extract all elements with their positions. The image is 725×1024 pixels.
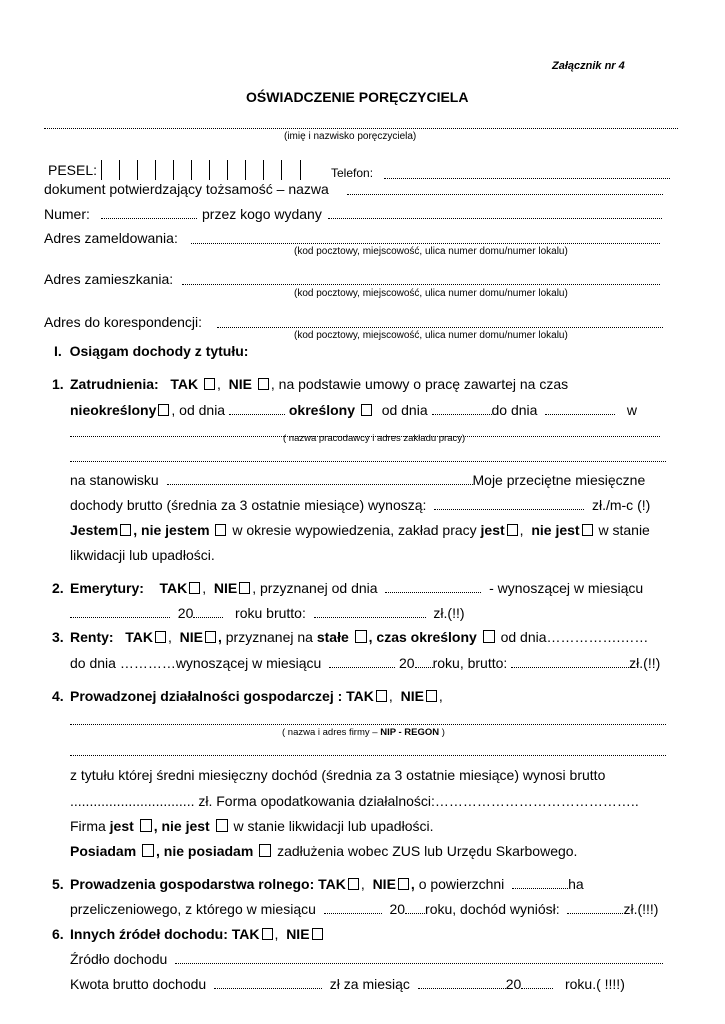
indefinite-checkbox[interactable] <box>158 404 169 416</box>
gross-income-field[interactable] <box>434 499 584 510</box>
business-row-1: 4. Prowadzonej działalności gospodarczej : TAK , NIE , <box>52 688 443 704</box>
pension-nie-checkbox[interactable] <box>239 582 250 594</box>
employment-nie-checkbox[interactable] <box>258 378 269 390</box>
nie-posiadam-checkbox[interactable] <box>259 844 271 857</box>
farm-income-field[interactable] <box>567 903 623 914</box>
permanent-checkbox[interactable] <box>355 630 367 643</box>
farm-nie-checkbox[interactable] <box>398 878 409 890</box>
pension-date-field[interactable] <box>385 582 481 593</box>
correspondence-address-field[interactable] <box>217 317 663 328</box>
number-label: Numer: <box>44 206 90 222</box>
employment-tak-checkbox[interactable] <box>204 378 215 390</box>
definite-checkbox[interactable] <box>361 404 372 416</box>
annuity-tak-checkbox[interactable] <box>155 631 166 643</box>
farm-year-field[interactable] <box>405 903 425 914</box>
posiadam-checkbox[interactable] <box>142 844 154 857</box>
other-year-field[interactable] <box>521 978 553 989</box>
annuity-nie-checkbox[interactable] <box>205 631 216 643</box>
employer-nie-jest-checkbox[interactable] <box>582 524 593 536</box>
other-row-1: 6. Innych źródeł dochodu: TAK , NIE <box>52 926 325 942</box>
phone-field[interactable] <box>384 168 670 179</box>
pension-year-field[interactable] <box>193 607 223 618</box>
farm-month-field[interactable] <box>324 903 382 914</box>
address-caption: (kod pocztowy, miejscowość, ulica numer domu/numer lokalu) <box>294 288 568 299</box>
employer-caption: ( nazwa pracodawcy i adres zakładu pracy) <box>283 433 466 444</box>
section-heading: I. Osiągam dochody z tytułu: <box>54 343 249 359</box>
farm-row-1: 5. Prowadzenia gospodarstwa rolnego: TAK , NIE , o powierzchni ha <box>52 876 584 892</box>
name-caption: (imię i nazwisko poręczyciela) <box>284 131 417 142</box>
registered-address-field[interactable] <box>191 233 660 244</box>
pension-row-2: 20 roku brutto: zł.(!!) <box>70 605 465 621</box>
nie-jestem-checkbox[interactable] <box>215 524 226 536</box>
business-name-field-2[interactable] <box>70 745 666 756</box>
farm-area-field[interactable] <box>512 878 568 889</box>
annuity-row-1: 3. Renty: TAK , NIE , przyznanej na stałe , czas określony od dnia…………….…… <box>52 629 649 645</box>
fixed-term-checkbox[interactable] <box>483 630 495 643</box>
business-debt-row: Posiadam , nie posiadam zadłużenia wobec ZUS lub Urzędu Skarbowego. <box>70 843 578 859</box>
business-tak-checkbox[interactable] <box>376 690 387 702</box>
annuity-gross-field[interactable] <box>511 657 629 668</box>
liquidation-text: likwidacji lub upadłości. <box>70 547 215 563</box>
number-field[interactable] <box>101 208 197 219</box>
name-field[interactable] <box>44 118 678 129</box>
business-liquidation-row: Firma jest , nie jest w stanie likwidacji lub upadłości. <box>70 818 434 834</box>
pesel-label: PESEL: <box>48 162 98 178</box>
indefinite-date-field[interactable] <box>229 404 285 415</box>
farm-row-2: przeliczeniowego, z którego w miesiącu 20 roku, dochód wyniósł: zł.(!!!) <box>70 901 659 917</box>
employment-row-1: 1. Zatrudnienia: TAK , NIE , na podstawie umowy o pracę zawartej na czas <box>52 376 569 392</box>
business-income-text: z tytułu której średni miesięczny dochód (średnia za 3 ostatnie miesiące) wynosi brutto <box>70 767 606 783</box>
definite-to-field[interactable] <box>545 404 615 415</box>
employer-jest-checkbox[interactable] <box>507 524 518 536</box>
annuity-year-field[interactable] <box>415 657 433 668</box>
page-title: OŚWIADCZENIE PORĘCZYCIELA <box>246 89 469 105</box>
other-row-2: Źródło dochodu <box>70 951 663 967</box>
id-document-label: dokument potwierdzający tożsamość – nazwa <box>44 181 329 197</box>
pension-row-1: 2. Emerytury: TAK , NIE , przyznanej od dnia - wynoszącej w miesiącu <box>52 580 644 596</box>
farm-tak-checkbox[interactable] <box>348 878 359 890</box>
business-nie-checkbox[interactable] <box>426 690 437 702</box>
residence-address-field[interactable] <box>182 274 660 285</box>
other-amount-field[interactable] <box>214 978 322 989</box>
id-document-field[interactable] <box>347 184 663 195</box>
definite-from-field[interactable] <box>432 404 492 415</box>
attachment-label: Załącznik nr 4 <box>552 60 625 72</box>
firm-nie-jest-checkbox[interactable] <box>216 819 228 832</box>
residence-address-label: Adres zamieszkania: <box>44 271 174 287</box>
correspondence-address-label: Adres do korespondencji: <box>44 314 202 330</box>
other-month-field[interactable] <box>418 978 506 989</box>
phone-label: Telefon: <box>331 166 374 180</box>
address-caption: (kod pocztowy, miejscowość, ulica numer domu/numer lokalu) <box>294 330 568 341</box>
pension-gross-field[interactable] <box>314 607 426 618</box>
business-tax-text: ................................ zł. Forma opodatkowania działalności:…………………………………….. <box>70 793 639 809</box>
position-field[interactable] <box>167 474 473 485</box>
issued-by-label: przez kogo wydany <box>202 206 322 222</box>
firm-jest-checkbox[interactable] <box>140 819 152 832</box>
jestem-checkbox[interactable] <box>120 524 131 536</box>
issued-by-field[interactable] <box>328 208 662 219</box>
employer-field-2[interactable] <box>70 451 666 462</box>
pension-amount-field[interactable] <box>70 607 170 618</box>
business-name-field[interactable] <box>70 714 666 725</box>
employment-row-2: nieokreślony , od dnia określony od dnia do dnia w <box>70 402 638 418</box>
other-tak-checkbox[interactable] <box>262 928 273 940</box>
annuity-row-2: do dnia …………wynoszącej w miesiącu 20 roku, brutto: zł.(!!) <box>70 655 661 671</box>
gross-income-row: dochody brutto (średnia za 3 ostatnie miesiące) wynoszą: zł./m-c (!) <box>70 497 651 513</box>
income-source-field[interactable] <box>175 953 663 964</box>
address-caption: (kod pocztowy, miejscowość, ulica numer domu/numer lokalu) <box>294 246 568 257</box>
business-caption: ( nazwa i adres firmy – NIP - REGON ) <box>282 727 445 738</box>
other-row-3: Kwota brutto dochodu zł za miesiąc 20 roku.( !!!!) <box>70 976 625 992</box>
other-nie-checkbox[interactable] <box>312 928 323 940</box>
pension-tak-checkbox[interactable] <box>189 582 200 594</box>
position-row: na stanowisku Moje przeciętne miesięczne <box>70 472 646 488</box>
annuity-amount-field[interactable] <box>329 657 395 668</box>
notice-row: Jestem , nie jestem w okresie wypowiedzenia, zakład pracy jest , nie jest w stanie <box>70 522 650 538</box>
registered-address-label: Adres zameldowania: <box>44 230 178 246</box>
